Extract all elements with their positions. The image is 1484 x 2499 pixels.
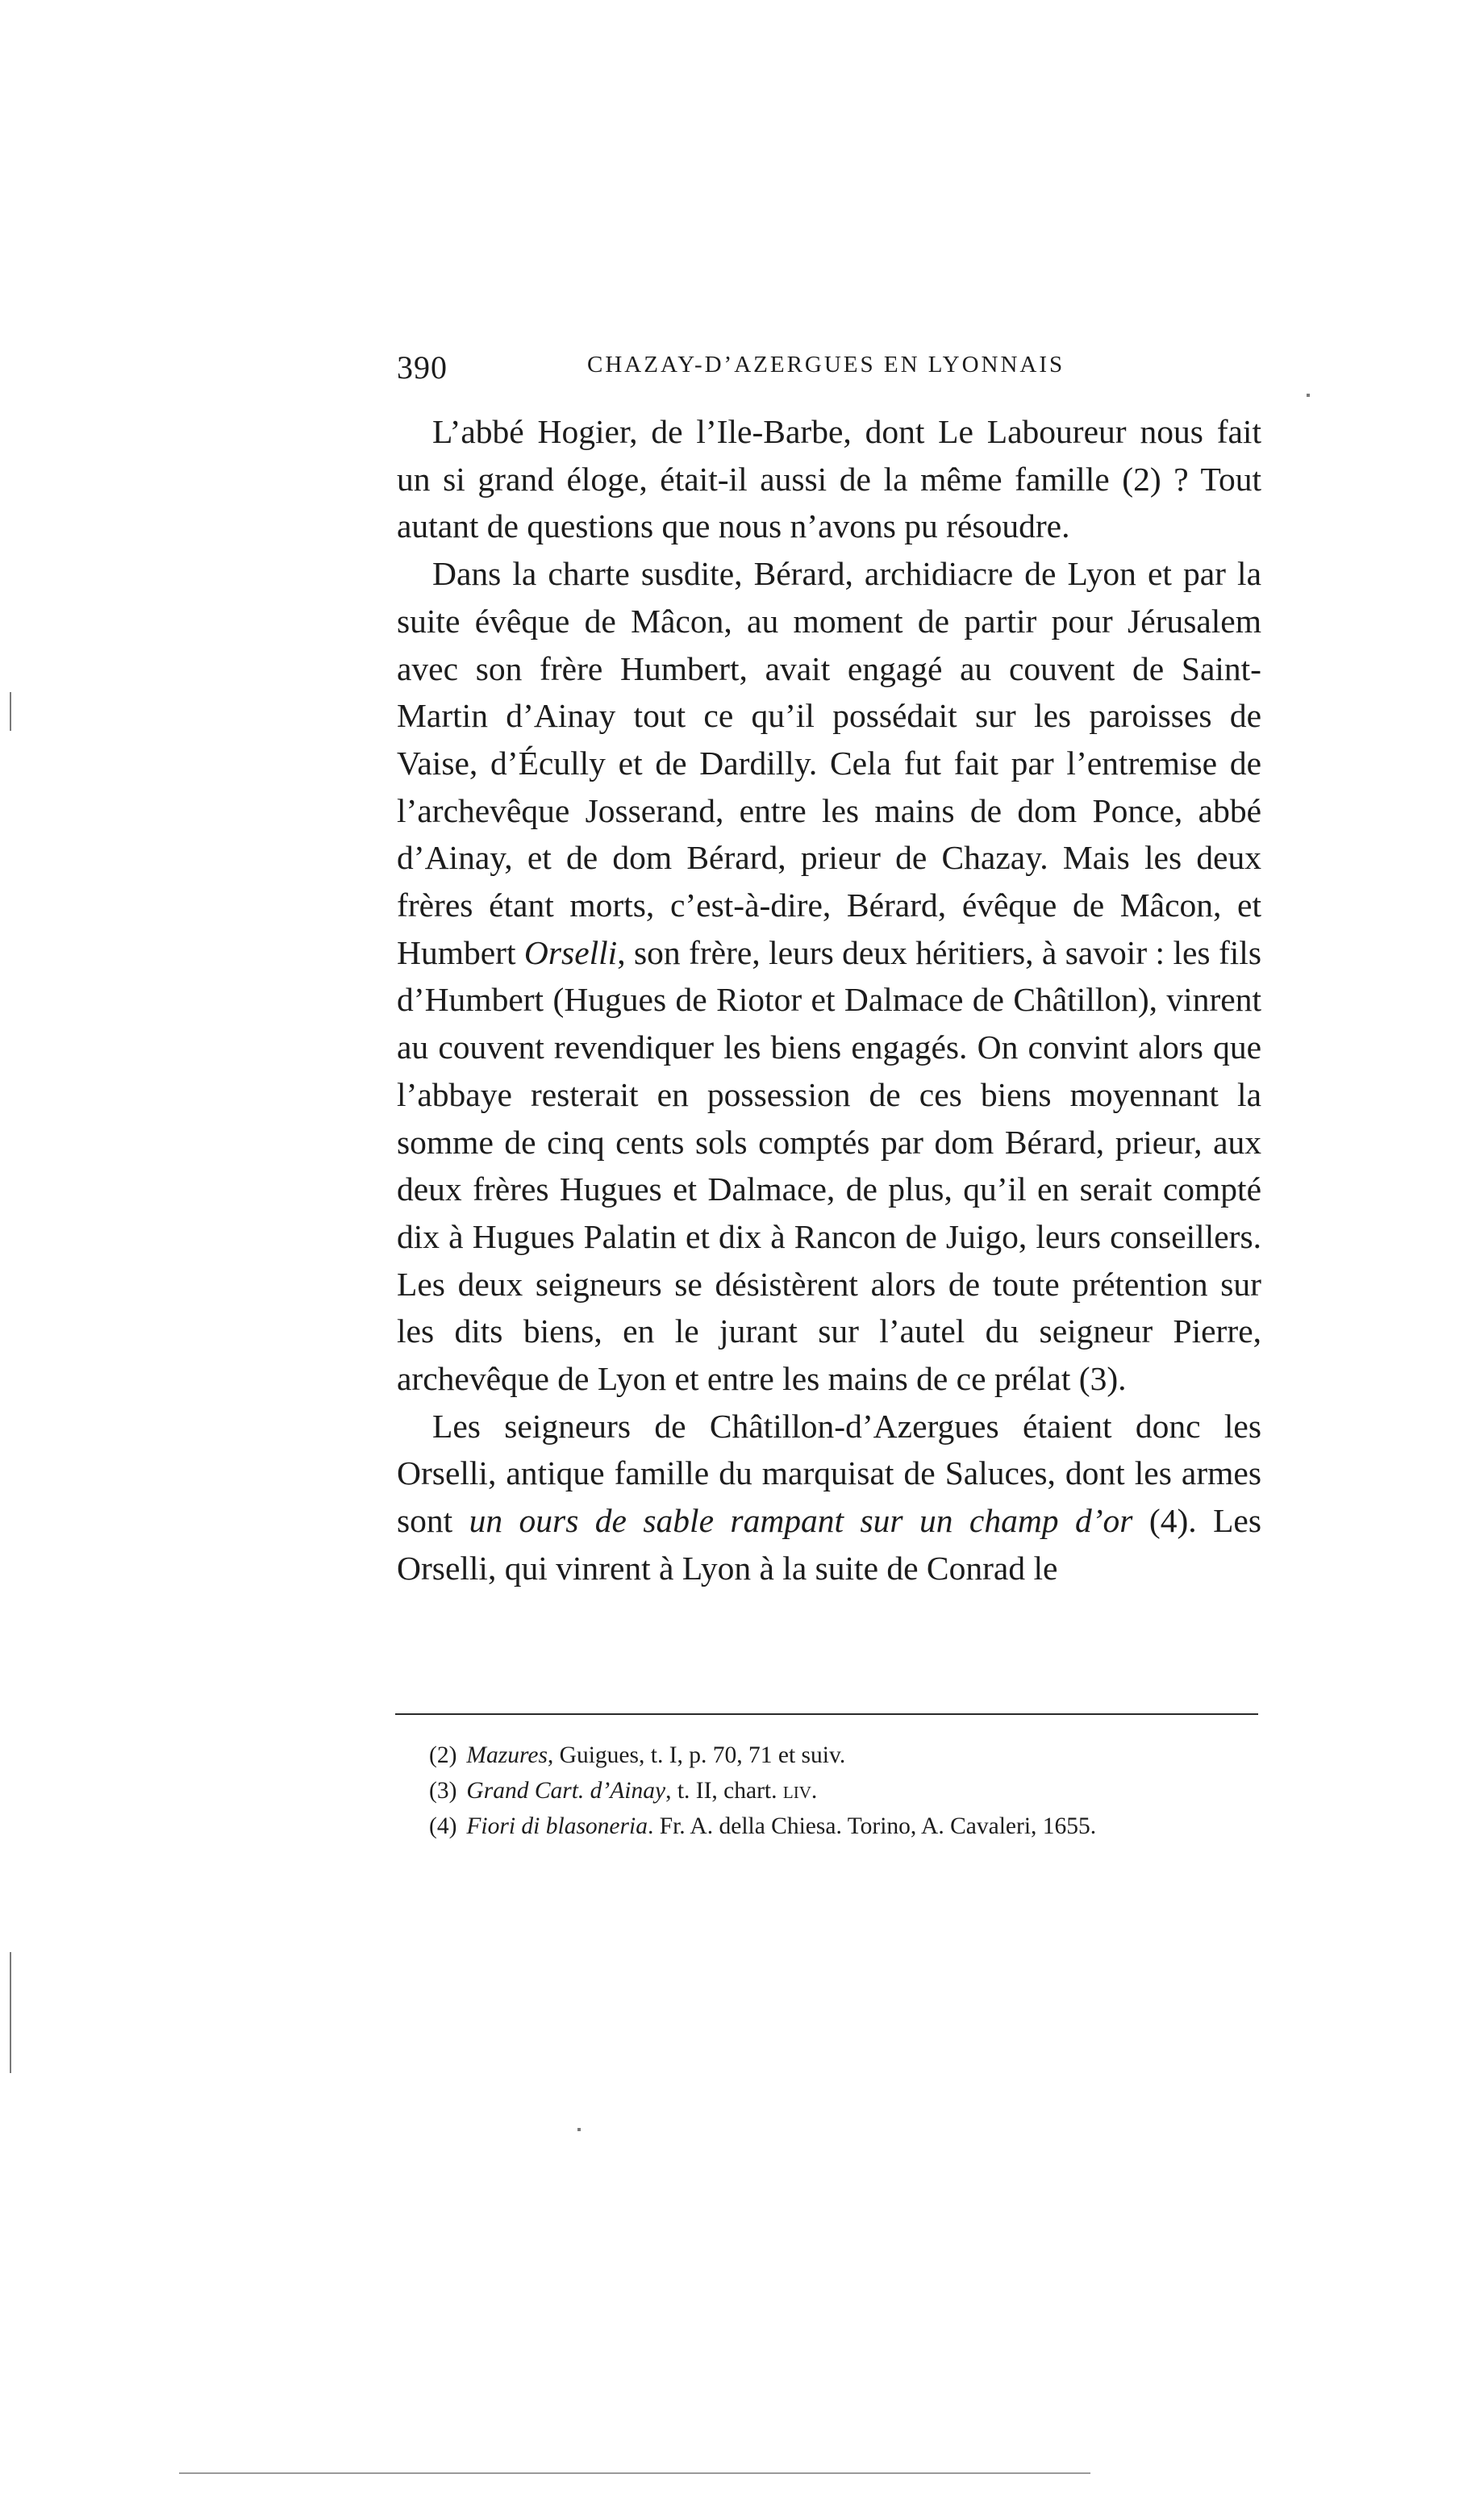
paragraph-text: (4). Les Orselli, qui vinrent à Lyon à la suite de Conrad le	[397, 1502, 1261, 1587]
footnote-text-end: .	[811, 1778, 818, 1804]
footnote-title: Grand Cart. d’Ainay	[466, 1778, 666, 1804]
footnote-number: (2)	[429, 1742, 457, 1768]
footnote-text: . Fr. A. della Chiesa. Torino, A. Cavaleri, 1655.	[647, 1813, 1097, 1839]
footnote-title: Fiori di blasoneria	[466, 1813, 648, 1839]
scan-mark-left-bottom	[10, 1952, 11, 2073]
scan-mark-bottom-line	[179, 2472, 1090, 2474]
paragraph-text: , son frère, leurs deux héritiers, à savoir : les fils d’Humbert (Hugues de Riotor et Dalmace de Châtillon), vinrent au couvent revendiquer les biens engagés. On convint alors que l’abbaye resterait en possession de ces biens moyennant la somme de cinq cents sols comptés par dom Bérard, prieur, aux deux frères Hugues et Dalmace, de plus, qu’il en serait compté dix à Hugues Palatin et dix à Rancon de Juigo, leurs conseillers. Les deux seigneurs se désistèrent alors de toute prétention sur les dits biens, en le jurant sur l’autel du seigneur Pierre, archevêque de Lyon et entre les mains de ce prélat (3).	[397, 933, 1261, 1398]
paragraph-text: Les seigneurs de Châtillon-d’Azergues étaient donc les Orselli, antique famille du marquisat de Saluces, dont les armes sont	[397, 1407, 1261, 1540]
footnote-number: (3)	[429, 1778, 457, 1804]
scan-mark-left-top	[10, 692, 11, 731]
italic-name: Orselli	[523, 933, 618, 971]
paragraph-1	[397, 408, 1261, 550]
footnote-text: , Guigues, t. I, p. 70, 71 et suiv.	[547, 1742, 846, 1768]
footnotes	[397, 1738, 1253, 1844]
italic-blazon: un ours de sable rampant sur un champ d’or	[469, 1502, 1133, 1540]
footnote-text: , t. II, chart.	[665, 1778, 777, 1804]
paragraph-text: L’abbé Hogier, de l’Ile-Barbe, dont Le Laboureur nous fait un si grand éloge, était-il aussi de la même famille (2) ? Tout autant de questions que nous n’avons pu résoudre.	[397, 413, 1261, 545]
scan-mark-dot-mid	[577, 2128, 581, 2131]
paragraph-3	[397, 1403, 1261, 1592]
footnote-title: Mazures	[466, 1742, 548, 1768]
paragraph-text: Dans la charte susdite, Bérard, archidiacre de Lyon et par la suite évêque de Mâcon, au moment de partir pour Jérusalem avec son frère Humbert, avait engagé au couvent de Saint-Martin d’Ainay tout ce qu’il possédait sur les paroisses de Vaise, d’Écully et de Dardilly. Cela fut fait par l’entremise de l’archevêque Josserand, entre les mains de dom Ponce, abbé d’Ainay, et de dom Bérard, prieur de Chazay. Mais les deux frères étant morts, c’est-à-dire, Bérard, évêque de Mâcon, et Humbert	[397, 555, 1261, 971]
page-number: 390	[397, 349, 448, 386]
footnote-4	[397, 1809, 1253, 1844]
footnote-2	[397, 1738, 1253, 1773]
footnote-number: (4)	[429, 1813, 457, 1839]
footnote-divider	[395, 1713, 1258, 1715]
running-title: CHAZAY-D’AZERGUES EN LYONNAIS	[587, 352, 1065, 378]
paragraph-2	[397, 550, 1261, 1403]
footnote-3	[397, 1773, 1253, 1809]
scan-mark-dot-top-right	[1307, 394, 1310, 397]
footnote-charter-number: liv	[782, 1778, 811, 1804]
main-text	[397, 408, 1261, 1592]
